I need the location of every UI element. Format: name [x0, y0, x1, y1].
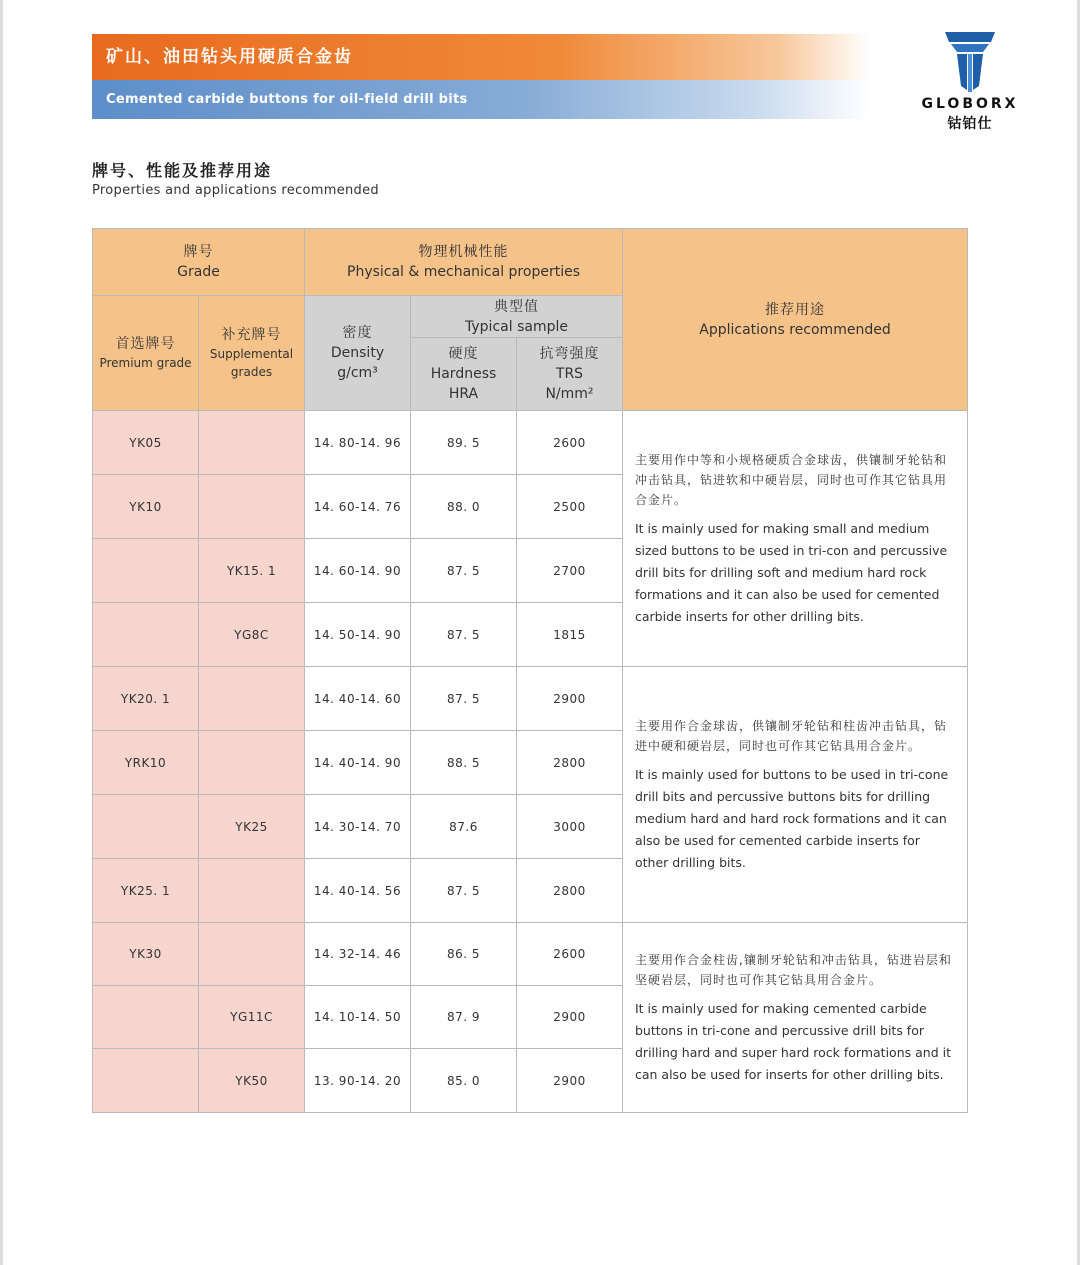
- trs-cell: 2600: [517, 411, 623, 475]
- supplemental-grade-cell: [199, 731, 305, 795]
- trs-cell: 3000: [517, 795, 623, 859]
- header-typical-en: Typical sample: [465, 318, 568, 335]
- supplemental-grade-cell: YG11C: [199, 986, 305, 1049]
- header-hardness-unit: HRA: [448, 386, 479, 402]
- hardness-cell: 87. 5: [411, 859, 517, 923]
- trs-cell: 2800: [517, 859, 623, 923]
- application-cell: [623, 667, 968, 923]
- hardness-cell: 87. 5: [411, 603, 517, 667]
- premium-grade-cell: YK25. 1: [93, 859, 199, 923]
- header-physical-en: Physical & mechanical properties: [347, 264, 580, 280]
- density-cell: 14. 60-14. 90: [305, 539, 411, 603]
- density-cell: 14. 32-14. 46: [305, 923, 411, 986]
- premium-grade-cell: [93, 603, 199, 667]
- brand-logo: [910, 30, 1030, 140]
- hardness-cell: 88. 0: [411, 475, 517, 539]
- table-row: [93, 923, 968, 986]
- supplemental-grade-cell: YK25: [199, 795, 305, 859]
- application-en: It is mainly used for buttons to be used in tri-cone drill bits and percussive buttons bits for drilling medium hard and hard rock formations and it can also be used for cemented carbide inserts for other drilling bits.: [635, 766, 949, 870]
- header-trs-unit: N/mm²: [545, 386, 594, 402]
- header-applications-en: Applications recommended: [699, 321, 891, 338]
- hardness-cell: 85. 0: [411, 1049, 517, 1113]
- density-cell: 14. 50-14. 90: [305, 603, 411, 667]
- header-premium-cn: 首选牌号: [115, 336, 176, 352]
- hardness-cell: 87. 5: [411, 667, 517, 731]
- header-supplemental: [199, 296, 305, 411]
- density-cell: 14. 60-14. 76: [305, 475, 411, 539]
- density-cell: 14. 80-14. 96: [305, 411, 411, 475]
- header-trs: [517, 338, 623, 411]
- trs-cell: 2500: [517, 475, 623, 539]
- header-trs-cn: 抗弯强度: [539, 346, 600, 362]
- trs-cell: 2900: [517, 986, 623, 1049]
- table-row: [93, 411, 968, 475]
- table-row: [93, 667, 968, 731]
- density-cell: 14. 30-14. 70: [305, 795, 411, 859]
- premium-grade-cell: [93, 795, 199, 859]
- density-cell: 13. 90-14. 20: [305, 1049, 411, 1113]
- supplemental-grade-cell: [199, 923, 305, 986]
- trs-cell: 2600: [517, 923, 623, 986]
- brand-name-en: GLOBORX: [921, 96, 1019, 112]
- application-cell: [623, 923, 968, 1113]
- supplemental-grade-cell: YK15. 1: [199, 539, 305, 603]
- supplemental-grade-cell: [199, 859, 305, 923]
- trs-cell: 1815: [517, 603, 623, 667]
- premium-grade-cell: YRK10: [93, 731, 199, 795]
- density-cell: 14. 40-14. 90: [305, 731, 411, 795]
- header-applications: [623, 229, 968, 411]
- trs-cell: 2900: [517, 667, 623, 731]
- supplemental-grade-cell: [199, 411, 305, 475]
- premium-grade-cell: YK05: [93, 411, 199, 475]
- hardness-cell: 87.6: [411, 795, 517, 859]
- premium-grade-cell: [93, 1049, 199, 1113]
- header-density: [305, 296, 411, 411]
- page-edge-left: [0, 0, 3, 1265]
- header-premium: [93, 296, 199, 411]
- application-cn: 主要用作合金柱齿,镶制牙轮钻和冲击钻具，钻进岩层和坚硬岩层，同时也可作其它钻具用合金片。: [635, 952, 952, 987]
- brand-name-cn: 钴铂仕: [947, 116, 993, 132]
- application-cn: 主要用作中等和小规格硬质合金球齿，供镶制牙轮钻和冲击钻具，钻进软和中硬岩层，同时也可作其它钻具用合金片。: [635, 452, 948, 507]
- supplemental-grade-cell: YK50: [199, 1049, 305, 1113]
- application-en: It is mainly used for making cemented carbide buttons in tri-cone and percussive drill bits for drilling hard and super hard rock formations and it can also be used for inserts for other drilling bits.: [635, 1000, 951, 1082]
- supplemental-grade-cell: YG8C: [199, 603, 305, 667]
- trs-cell: 2700: [517, 539, 623, 603]
- banner-title-cn: 矿山、油田钻头用硬质合金齿: [92, 34, 870, 80]
- hardness-cell: 88. 5: [411, 731, 517, 795]
- hardness-cell: 86. 5: [411, 923, 517, 986]
- header-supplemental-en: Supplemental grades: [209, 347, 294, 379]
- header-density-en: Density: [330, 345, 385, 361]
- premium-grade-cell: [93, 986, 199, 1049]
- header-hardness-en: Hardness: [430, 366, 497, 382]
- header-typical: [411, 296, 623, 338]
- properties-table: [92, 228, 968, 1113]
- supplemental-grade-cell: [199, 667, 305, 731]
- header-grade-en: Grade: [177, 264, 220, 280]
- hardness-cell: 87. 5: [411, 539, 517, 603]
- header-grade: [93, 229, 305, 296]
- header-applications-cn: 推荐用途: [765, 301, 825, 318]
- header-physical-cn: 物理机械性能: [418, 244, 509, 260]
- header-density-unit: g/cm³: [337, 365, 378, 381]
- header-trs-en: TRS: [555, 366, 584, 382]
- globorx-logo-icon: [943, 30, 997, 94]
- application-cn: 主要用作合金球齿，供镶制牙轮钻和柱齿冲击钻具，钻进中硬和硬岩层，同时也可作其它钻具用合金片。: [635, 718, 948, 753]
- section-title-en: Properties and applications recommended: [92, 183, 379, 198]
- density-cell: 14. 40-14. 60: [305, 667, 411, 731]
- application-en: It is mainly used for making small and medium sized buttons to be used in tri-con and percussive drill bits for drilling soft and medium hard rock formations and it can also be used for cemented carbide inserts for other drilling bits.: [635, 520, 948, 624]
- header-hardness-cn: 硬度: [448, 346, 479, 362]
- density-cell: 14. 40-14. 56: [305, 859, 411, 923]
- header-typical-cn: 典型值: [494, 298, 539, 315]
- header-hardness: [411, 338, 517, 411]
- density-cell: 14. 10-14. 50: [305, 986, 411, 1049]
- trs-cell: 2900: [517, 1049, 623, 1113]
- header-banner: [92, 34, 870, 119]
- banner-title-en: Cemented carbide buttons for oil-field drill bits: [92, 80, 870, 119]
- premium-grade-cell: [93, 539, 199, 603]
- supplemental-grade-cell: [199, 475, 305, 539]
- header-supplemental-cn: 补充牌号: [221, 327, 282, 343]
- header-premium-en: Premium grade: [99, 356, 192, 370]
- premium-grade-cell: YK30: [93, 923, 199, 986]
- hardness-cell: 87. 9: [411, 986, 517, 1049]
- header-grade-cn: 牌号: [183, 244, 214, 260]
- header-density-cn: 密度: [342, 325, 373, 341]
- premium-grade-cell: YK20. 1: [93, 667, 199, 731]
- application-cell: [623, 411, 968, 667]
- section-title-cn: 牌号、性能及推荐用途: [92, 161, 273, 180]
- header-physical: [305, 229, 623, 296]
- trs-cell: 2800: [517, 731, 623, 795]
- hardness-cell: 89. 5: [411, 411, 517, 475]
- premium-grade-cell: YK10: [93, 475, 199, 539]
